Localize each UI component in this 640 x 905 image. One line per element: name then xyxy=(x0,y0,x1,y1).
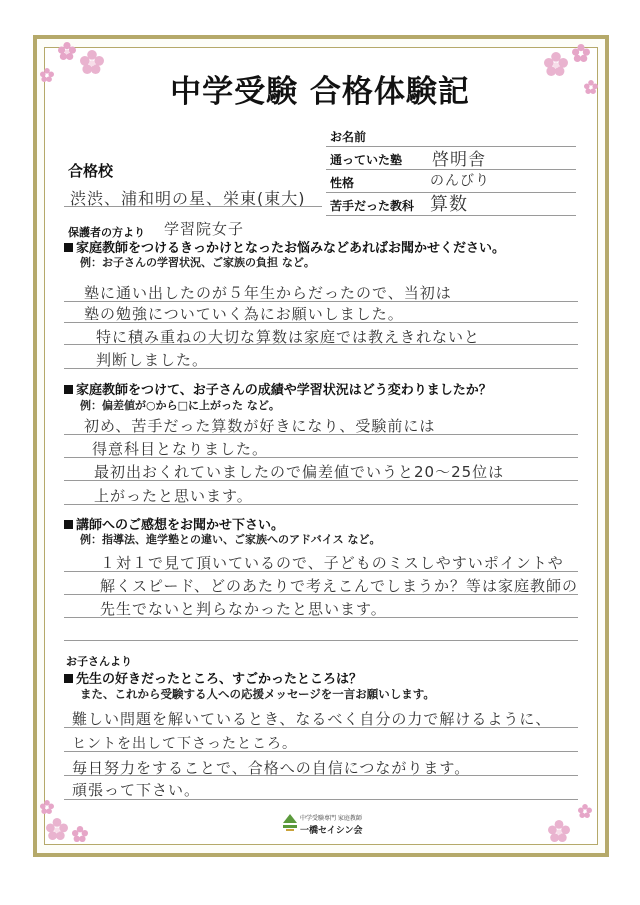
company-logo-icon xyxy=(282,813,298,833)
rule xyxy=(64,434,578,435)
flower-icon xyxy=(46,818,68,840)
flower-icon xyxy=(572,44,590,62)
rule xyxy=(64,594,578,595)
answer-2-line-3: 最初出おくれていましたので偏差値でいうと20〜25位は xyxy=(94,463,505,481)
question-1-example: 例：お子さんの学習状況、ご家族の負担 など。 xyxy=(80,256,315,269)
rule xyxy=(64,480,578,481)
weak-subject-label: 苦手だった教科 xyxy=(330,199,415,213)
question-4-subtext: また、これから受験する人への応援メッセージを一言お願いします。 xyxy=(80,687,435,701)
answer-1-line-3: 特に積み重ねの大切な算数は家庭では教えきれないと xyxy=(96,328,481,346)
rule xyxy=(64,640,578,641)
rule xyxy=(64,344,578,345)
answer-3-line-2: 解くスピード、どのあたりで考えこんでしまうか？等は家庭教師の xyxy=(100,577,579,595)
personality-value: のんびり xyxy=(430,173,490,189)
answer-1-line-4: 判断しました。 xyxy=(96,351,209,369)
answer-4-line-3: 毎日努力をすることで、合格への自信につながります。 xyxy=(72,759,471,777)
personality-label: 性格 xyxy=(330,176,355,190)
flower-icon xyxy=(578,804,592,818)
square-bullet-icon xyxy=(64,674,73,683)
flower-icon xyxy=(548,820,570,842)
answer-2-line-2: 得意科目となりました。 xyxy=(92,440,269,458)
question-2-example: 例：偏差値が○から□に上がった など。 xyxy=(80,399,280,412)
rule xyxy=(64,617,578,618)
rule xyxy=(64,571,578,572)
answer-1-line-1: 塾に通い出したのが５年生からだったので、当初は xyxy=(84,284,452,302)
school-value: 渋渋、浦和明の星、栄東(東大) xyxy=(70,189,306,208)
rule xyxy=(64,775,578,776)
answer-2-line-4: 上がったと思います。 xyxy=(94,487,253,505)
flower-icon xyxy=(72,826,88,842)
square-bullet-icon xyxy=(64,385,73,394)
rule xyxy=(64,727,578,728)
rule xyxy=(64,301,578,302)
question-4-text: 先生の好きだったところ、すごかったところは？ xyxy=(76,672,363,687)
rule xyxy=(64,368,578,369)
rule xyxy=(64,457,578,458)
rule xyxy=(64,504,578,505)
answer-4-line-1: 難しい問題を解いているとき、なるべく自分の力で解けるように、 xyxy=(72,710,552,728)
answer-3-line-1: １対１で見て頂いているので、子どものミスしやすいポイントや xyxy=(100,554,564,572)
question-2-text: 家庭教師をつけて、お子さんの成績や学習状況はどう変わりましたか？ xyxy=(76,383,492,398)
name-label: お名前 xyxy=(330,130,367,144)
answer-4-line-2: ヒントを出して下さったところ。 xyxy=(72,736,297,752)
answer-3-line-3: 先生でないと判らなかったと思います。 xyxy=(100,600,387,618)
child-heading: お子さんより xyxy=(66,655,132,668)
flower-icon xyxy=(40,800,54,814)
answer-4-line-4: 頑張って下さい。 xyxy=(72,781,201,799)
juku-label: 通っていた塾 xyxy=(330,153,403,167)
rule xyxy=(64,751,578,752)
rule xyxy=(64,799,578,800)
guardian-label: 保護者の方より xyxy=(68,226,145,239)
rule xyxy=(64,322,578,323)
footer-company: 一橋セイシン会 xyxy=(300,826,363,836)
question-2 xyxy=(64,379,492,398)
school-label: 合格校 xyxy=(68,162,114,180)
school-underline xyxy=(64,206,322,207)
footer-tagline: 中学受験専門 家庭教師 xyxy=(300,815,362,822)
page-title: 中学受験 合格体験記 xyxy=(170,74,470,110)
answer-2-line-1: 初め、苦手だった算数が好きになり、受験前には xyxy=(84,417,436,435)
question-3-text: 講師へのご感想をお聞かせ下さい。 xyxy=(76,518,285,533)
answer-1-line-2: 塾の勉強についていく為にお願いしました。 xyxy=(84,305,404,323)
question-1-text: 家庭教師をつけるきっかけとなったお悩みなどあればお聞かせください。 xyxy=(76,241,506,256)
question-3-example: 例：指導法、進学塾との違い、ご家族へのアドバイス など。 xyxy=(80,533,381,546)
flower-icon xyxy=(58,42,76,60)
weak-subject-value: 算数 xyxy=(430,194,468,215)
weak-subject-underline xyxy=(326,215,576,216)
square-bullet-icon xyxy=(64,520,73,529)
square-bullet-icon xyxy=(64,243,73,252)
guardian-value: 学習院女子 xyxy=(164,220,245,238)
juku-value: 啓明舎 xyxy=(432,150,486,170)
question-4 xyxy=(64,668,362,687)
